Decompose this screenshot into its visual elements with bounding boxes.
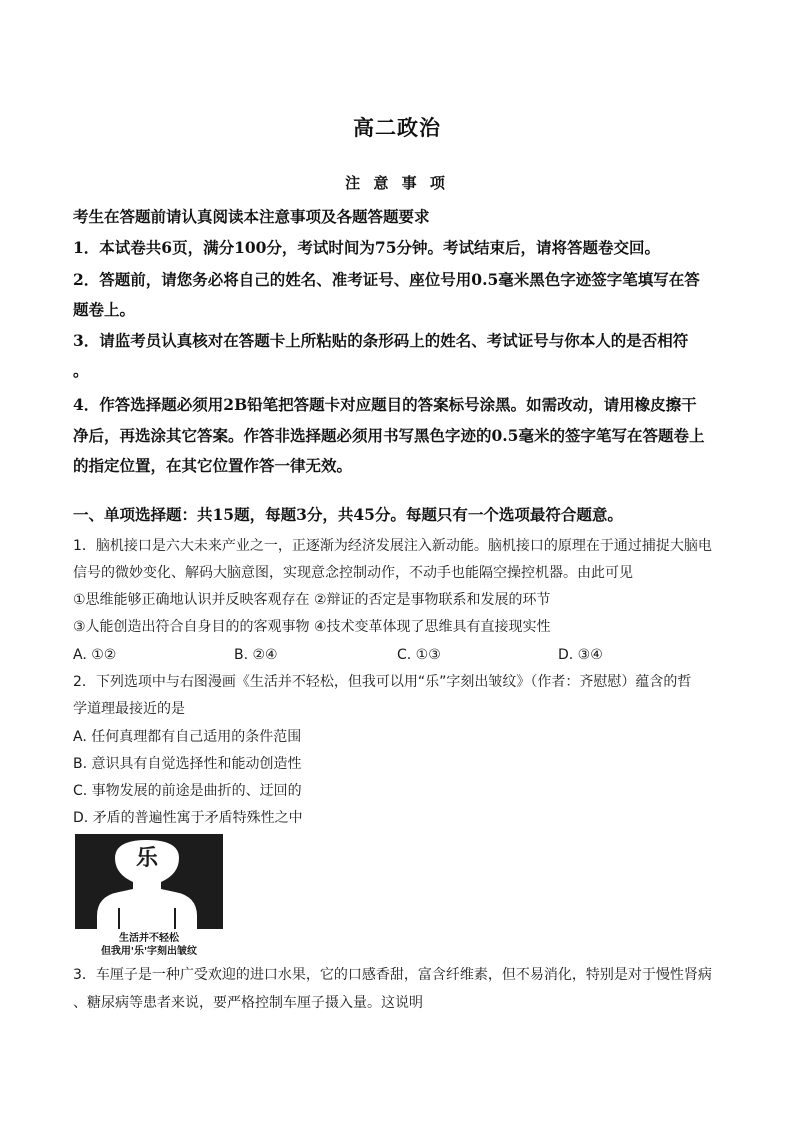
question-2-option-d: D. 矛盾的普遍性寓于矛盾特殊性之中 <box>73 810 303 826</box>
question-1-option-d: D. ③④ <box>558 647 603 663</box>
notice-item-2-line-2: 题卷上。 <box>73 300 136 319</box>
question-2-line-1: 2．下列选项中与右图漫画《生活并不轻松，但我可以用“乐”字刻出皱纹》（作者：齐慰慰）蕴含的哲 <box>73 674 692 690</box>
cartoon-caption-line-2: 但我用'乐'字刻出皱纹 <box>100 946 198 956</box>
notice-heading: 注 意 事 项 <box>345 174 449 192</box>
notice-item-2-line-1: 2．答题前，请您务必将自己的姓名、准考证号、座位号用0.5毫米黑色字迹签字笔填写在答 <box>73 270 700 289</box>
question-1-statements-1: ①思维能够正确地认识并反映客观存在 ②辩证的否定是事物联系和发展的环节 <box>73 592 551 608</box>
question-2-option-c: C. 事物发展的前途是曲折的、迂回的 <box>73 783 302 799</box>
notice-item-3-line-1: 3．请监考员认真核对在答题卡上所粘贴的条形码上的姓名、考试证号与你本人的是否相符 <box>73 331 689 350</box>
notice-item-3-line-2: 。 <box>73 361 89 380</box>
cartoon-illustration <box>75 834 227 956</box>
notice-intro: 考生在答题前请认真阅读本注意事项及各题答题要求 <box>73 207 430 226</box>
question-1-line-1: 1．脑机接口是六大未来产业之一，正逐渐为经济发展注入新动能。脑机接口的原理在于通过捕捉大脑电 <box>73 538 712 554</box>
question-3-line-2: 、糖尿病等患者来说，要严格控制车厘子摄入量。这说明 <box>73 995 423 1011</box>
question-1-statements-2: ③人能创造出符合自身目的的客观事物 ④技术变革体现了思维具有直接现实性 <box>73 619 551 635</box>
page-title: 高二政治 <box>353 115 441 140</box>
question-2-option-b: B. 意识具有自觉选择性和能动创造性 <box>73 756 302 772</box>
section-heading-single-choice: 一、单项选择题：共15题，每题3分，共45分。每题只有一个选项最符合题意。 <box>73 505 623 524</box>
question-1-option-c: C. ①③ <box>397 647 441 663</box>
question-1-option-b: B. ②④ <box>234 647 278 663</box>
question-1-option-a: A. ①② <box>73 647 117 663</box>
question-1-line-2: 信号的微妙变化、解码大脑意图，实现意念控制动作，不动手也能隔空操控机器。由此可见 <box>73 565 633 581</box>
cartoon-face-character: 乐 <box>135 846 159 871</box>
notice-item-4-line-1: 4．作答选择题必须用2B铅笔把答题卡对应题目的答案标号涂黑。如需改动，请用橡皮擦干 <box>73 395 697 414</box>
notice-item-4-line-3: 的指定位置，在其它位置作答一律无效。 <box>73 456 353 475</box>
question-3-line-1: 3．车厘子是一种广受欢迎的进口水果，它的口感香甜，富含纤维素，但不易消化，特别是对于慢性肾病 <box>73 967 712 983</box>
notice-item-4-line-2: 净后，再选涂其它答案。作答非选择题必须用书写黑色字迹的0.5毫米的签字笔写在答题卷上 <box>73 426 705 445</box>
question-2-line-2: 学道理最接近的是 <box>73 701 185 717</box>
cartoon-caption-line-1: 生活并不轻松 <box>119 933 179 944</box>
question-2-option-a: A. 任何真理都有自己适用的条件范围 <box>73 729 302 745</box>
notice-item-1: 1．本试卷共6页，满分100分，考试时间为75分钟。考试结束后，请将答题卷交回。 <box>73 238 660 257</box>
cartoon-figure <box>75 834 227 956</box>
